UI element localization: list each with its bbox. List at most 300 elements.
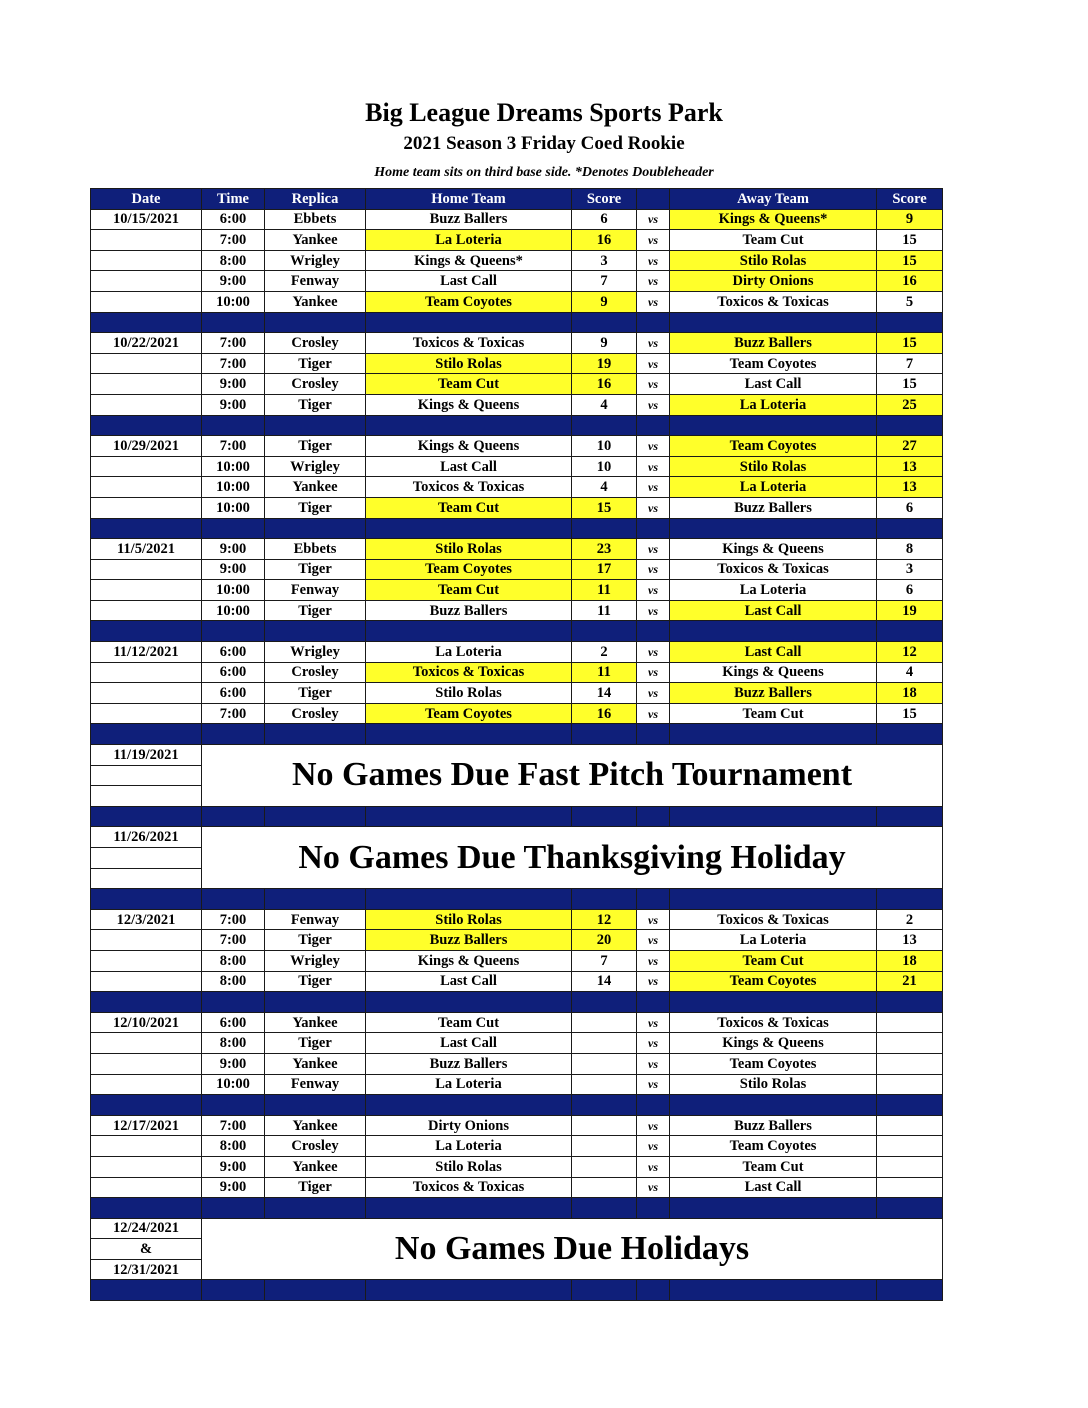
band-cell: [877, 1280, 943, 1301]
away-score: 13: [877, 477, 943, 498]
away-score: 6: [877, 580, 943, 601]
vs-label: vs: [637, 1012, 670, 1033]
game-replica: Yankee: [265, 230, 366, 251]
game-replica: Fenway: [265, 580, 366, 601]
game-time: 7:00: [202, 703, 265, 724]
band-cell: [670, 806, 877, 827]
band-cell: [91, 889, 202, 910]
band-cell: [91, 1095, 202, 1116]
game-replica: Crosley: [265, 374, 366, 395]
band-cell: [877, 1095, 943, 1116]
away-team: Kings & Queens: [670, 1033, 877, 1054]
band-cell: [572, 992, 637, 1013]
away-team: Last Call: [670, 1177, 877, 1198]
home-team: Toxicos & Toxicas: [366, 662, 572, 683]
away-team: Last Call: [670, 374, 877, 395]
notice-date: &: [91, 1239, 202, 1260]
band-cell: [91, 1198, 202, 1219]
game-date: [91, 456, 202, 477]
home-team: La Loteria: [366, 1136, 572, 1157]
home-team: La Loteria: [366, 642, 572, 663]
game-date: 10/15/2021: [91, 209, 202, 230]
band-cell: [637, 1095, 670, 1116]
home-team: Stilo Rolas: [366, 1156, 572, 1177]
home-team: Stilo Rolas: [366, 353, 572, 374]
game-time: 9:00: [202, 271, 265, 292]
vs-label: vs: [637, 291, 670, 312]
game-row: [91, 1136, 943, 1157]
col-header-replica: Replica: [265, 189, 366, 210]
game-row: [91, 1033, 943, 1054]
away-team: Stilo Rolas: [670, 1074, 877, 1095]
home-team: Last Call: [366, 456, 572, 477]
band-cell: [366, 518, 572, 539]
home-score: 23: [572, 539, 637, 560]
home-score: [572, 1115, 637, 1136]
away-score: [877, 1053, 943, 1074]
band-cell: [670, 1280, 877, 1301]
away-team: Buzz Ballers: [670, 1115, 877, 1136]
home-score: 9: [572, 333, 637, 354]
doubleheader-note: Home team sits on third base side. *Denotes Doubleheader: [374, 165, 714, 180]
away-score: [877, 1074, 943, 1095]
game-time: 9:00: [202, 394, 265, 415]
vs-label: vs: [637, 1177, 670, 1198]
notice-date: [91, 765, 202, 786]
game-time: 8:00: [202, 1033, 265, 1054]
band-cell: [265, 1095, 366, 1116]
away-team: Buzz Ballers: [670, 333, 877, 354]
game-row: [91, 1012, 943, 1033]
vs-label: vs: [637, 580, 670, 601]
away-score: 3: [877, 559, 943, 580]
game-time: 6:00: [202, 209, 265, 230]
vs-label: vs: [637, 271, 670, 292]
home-score: 10: [572, 456, 637, 477]
game-row: [91, 1177, 943, 1198]
band-cell: [877, 806, 943, 827]
band-cell: [637, 312, 670, 333]
game-replica: Tiger: [265, 497, 366, 518]
home-score: 16: [572, 703, 637, 724]
game-time: 9:00: [202, 1053, 265, 1074]
game-row: [91, 209, 943, 230]
home-team: La Loteria: [366, 1074, 572, 1095]
away-score: 18: [877, 683, 943, 704]
notice-row: [91, 827, 943, 848]
home-score: 17: [572, 559, 637, 580]
band-cell: [877, 724, 943, 745]
game-replica: Yankee: [265, 291, 366, 312]
game-date: [91, 1053, 202, 1074]
band-cell: [202, 1280, 265, 1301]
col-header-away-score: Score: [877, 189, 943, 210]
game-row: [91, 333, 943, 354]
band-cell: [91, 806, 202, 827]
band-cell: [366, 1198, 572, 1219]
band-cell: [572, 1095, 637, 1116]
band-cell: [572, 621, 637, 642]
band-cell: [877, 312, 943, 333]
schedule-table: [90, 188, 943, 1301]
band-cell: [572, 724, 637, 745]
game-replica: Fenway: [265, 271, 366, 292]
game-date: [91, 230, 202, 251]
game-replica: Wrigley: [265, 456, 366, 477]
home-score: 12: [572, 909, 637, 930]
band-cell: [265, 806, 366, 827]
home-team: Team Cut: [366, 374, 572, 395]
game-time: 6:00: [202, 662, 265, 683]
home-team: Stilo Rolas: [366, 909, 572, 930]
away-team: Team Cut: [670, 950, 877, 971]
away-team: Last Call: [670, 642, 877, 663]
home-score: [572, 1136, 637, 1157]
home-team: Team Cut: [366, 1012, 572, 1033]
home-score: 4: [572, 394, 637, 415]
game-date: [91, 394, 202, 415]
vs-label: vs: [637, 909, 670, 930]
home-team: Team Cut: [366, 580, 572, 601]
band-cell: [202, 724, 265, 745]
band-cell: [637, 806, 670, 827]
home-team: Kings & Queens: [366, 394, 572, 415]
vs-label: vs: [637, 497, 670, 518]
game-row: [91, 353, 943, 374]
game-replica: Yankee: [265, 477, 366, 498]
home-score: [572, 1012, 637, 1033]
band-cell: [572, 889, 637, 910]
band-cell: [670, 1198, 877, 1219]
away-team: Kings & Queens: [670, 539, 877, 560]
game-replica: Yankee: [265, 1115, 366, 1136]
home-score: 16: [572, 230, 637, 251]
game-row: [91, 1115, 943, 1136]
away-team: La Loteria: [670, 580, 877, 601]
band-cell: [572, 806, 637, 827]
away-score: 15: [877, 703, 943, 724]
band-cell: [202, 1198, 265, 1219]
game-time: 7:00: [202, 909, 265, 930]
game-replica: Tiger: [265, 930, 366, 951]
home-team: Team Coyotes: [366, 291, 572, 312]
game-row: [91, 374, 943, 395]
band-cell: [265, 724, 366, 745]
vs-label: vs: [637, 1033, 670, 1054]
band-cell: [202, 518, 265, 539]
game-replica: Tiger: [265, 600, 366, 621]
vs-label: vs: [637, 950, 670, 971]
game-row: [91, 250, 943, 271]
game-date: [91, 662, 202, 683]
game-row: [91, 539, 943, 560]
vs-label: vs: [637, 662, 670, 683]
game-replica: Yankee: [265, 1156, 366, 1177]
game-date: 11/12/2021: [91, 642, 202, 663]
game-time: 10:00: [202, 1074, 265, 1095]
game-time: 10:00: [202, 600, 265, 621]
away-team: Last Call: [670, 600, 877, 621]
band-cell: [670, 889, 877, 910]
vs-label: vs: [637, 971, 670, 992]
game-date: [91, 1074, 202, 1095]
game-replica: Crosley: [265, 333, 366, 354]
band-cell: [572, 312, 637, 333]
game-row: [91, 683, 943, 704]
home-score: 2: [572, 642, 637, 663]
game-replica: Tiger: [265, 436, 366, 457]
home-score: 3: [572, 250, 637, 271]
away-score: 6: [877, 497, 943, 518]
game-row: [91, 642, 943, 663]
game-replica: Crosley: [265, 662, 366, 683]
away-team: Team Coyotes: [670, 1136, 877, 1157]
band-cell: [637, 992, 670, 1013]
away-score: 18: [877, 950, 943, 971]
game-date: [91, 580, 202, 601]
band-cell: [265, 415, 366, 436]
game-row: [91, 703, 943, 724]
separator-band: [91, 889, 943, 910]
game-date: [91, 930, 202, 951]
page-title: Big League Dreams Sports Park: [365, 98, 723, 127]
home-score: 11: [572, 600, 637, 621]
notice-row: [91, 745, 943, 766]
away-score: 21: [877, 971, 943, 992]
game-time: 10:00: [202, 580, 265, 601]
game-date: [91, 1156, 202, 1177]
game-time: 8:00: [202, 1136, 265, 1157]
band-cell: [366, 312, 572, 333]
away-team: Dirty Onions: [670, 271, 877, 292]
vs-label: vs: [637, 1156, 670, 1177]
band-cell: [670, 518, 877, 539]
game-time: 9:00: [202, 559, 265, 580]
home-score: [572, 1074, 637, 1095]
band-cell: [637, 1280, 670, 1301]
game-row: [91, 1074, 943, 1095]
notice-date: [91, 868, 202, 889]
home-score: 10: [572, 436, 637, 457]
away-score: 7: [877, 353, 943, 374]
notice-row: [91, 1218, 943, 1239]
band-cell: [877, 889, 943, 910]
away-team: Stilo Rolas: [670, 456, 877, 477]
game-row: [91, 559, 943, 580]
away-score: 15: [877, 333, 943, 354]
notice-date: 11/26/2021: [91, 827, 202, 848]
vs-label: vs: [637, 703, 670, 724]
away-team: Team Cut: [670, 230, 877, 251]
away-score: 13: [877, 930, 943, 951]
separator-band: [91, 1095, 943, 1116]
game-row: [91, 394, 943, 415]
game-time: 8:00: [202, 971, 265, 992]
away-score: 13: [877, 456, 943, 477]
away-score: 15: [877, 250, 943, 271]
game-replica: Tiger: [265, 1177, 366, 1198]
away-team: La Loteria: [670, 477, 877, 498]
vs-label: vs: [637, 477, 670, 498]
game-replica: Crosley: [265, 703, 366, 724]
game-row: [91, 436, 943, 457]
game-row: [91, 662, 943, 683]
away-team: Team Coyotes: [670, 353, 877, 374]
home-team: Toxicos & Toxicas: [366, 333, 572, 354]
game-date: 10/29/2021: [91, 436, 202, 457]
band-cell: [366, 889, 572, 910]
notice-date: [91, 848, 202, 869]
away-team: Team Coyotes: [670, 971, 877, 992]
home-team: Toxicos & Toxicas: [366, 1177, 572, 1198]
away-score: [877, 1012, 943, 1033]
game-time: 7:00: [202, 230, 265, 251]
home-score: [572, 1177, 637, 1198]
game-row: [91, 456, 943, 477]
vs-label: vs: [637, 559, 670, 580]
band-cell: [637, 1198, 670, 1219]
home-team: Kings & Queens: [366, 950, 572, 971]
game-row: [91, 580, 943, 601]
game-row: [91, 971, 943, 992]
game-row: [91, 909, 943, 930]
separator-band: [91, 1280, 943, 1301]
home-score: 20: [572, 930, 637, 951]
game-time: 8:00: [202, 250, 265, 271]
band-cell: [265, 621, 366, 642]
band-cell: [202, 621, 265, 642]
home-score: 16: [572, 374, 637, 395]
col-header-date: Date: [91, 189, 202, 210]
away-score: 9: [877, 209, 943, 230]
game-time: 7:00: [202, 353, 265, 374]
band-cell: [637, 415, 670, 436]
vs-label: vs: [637, 600, 670, 621]
band-cell: [572, 1280, 637, 1301]
game-replica: Tiger: [265, 683, 366, 704]
vs-label: vs: [637, 250, 670, 271]
game-time: 8:00: [202, 950, 265, 971]
vs-label: vs: [637, 374, 670, 395]
separator-band: [91, 312, 943, 333]
away-score: 15: [877, 374, 943, 395]
home-score: [572, 1053, 637, 1074]
band-cell: [637, 518, 670, 539]
vs-label: vs: [637, 353, 670, 374]
home-team: Dirty Onions: [366, 1115, 572, 1136]
band-cell: [91, 992, 202, 1013]
game-date: [91, 1177, 202, 1198]
home-team: Last Call: [366, 971, 572, 992]
game-date: [91, 950, 202, 971]
game-row: [91, 271, 943, 292]
away-score: 16: [877, 271, 943, 292]
home-team: Buzz Ballers: [366, 1053, 572, 1074]
game-replica: Ebbets: [265, 209, 366, 230]
away-score: 12: [877, 642, 943, 663]
band-cell: [265, 518, 366, 539]
home-team: Team Coyotes: [366, 703, 572, 724]
game-replica: Wrigley: [265, 950, 366, 971]
band-cell: [877, 415, 943, 436]
game-replica: Fenway: [265, 909, 366, 930]
band-cell: [366, 1095, 572, 1116]
game-time: 10:00: [202, 291, 265, 312]
band-cell: [265, 312, 366, 333]
band-cell: [877, 518, 943, 539]
away-team: Stilo Rolas: [670, 250, 877, 271]
away-score: [877, 1177, 943, 1198]
no-games-message: No Games Due Fast Pitch Tournament: [202, 745, 943, 807]
away-team: Toxicos & Toxicas: [670, 1012, 877, 1033]
separator-band: [91, 992, 943, 1013]
band-cell: [572, 415, 637, 436]
home-score: 11: [572, 662, 637, 683]
away-team: Toxicos & Toxicas: [670, 291, 877, 312]
notice-date: 11/19/2021: [91, 745, 202, 766]
vs-label: vs: [637, 1115, 670, 1136]
separator-band: [91, 518, 943, 539]
away-team: Team Cut: [670, 1156, 877, 1177]
game-replica: Ebbets: [265, 539, 366, 560]
game-time: 10:00: [202, 477, 265, 498]
vs-label: vs: [637, 539, 670, 560]
vs-label: vs: [637, 683, 670, 704]
vs-label: vs: [637, 436, 670, 457]
game-row: [91, 477, 943, 498]
game-replica: Tiger: [265, 394, 366, 415]
band-cell: [670, 1095, 877, 1116]
game-time: 9:00: [202, 1156, 265, 1177]
game-row: [91, 1156, 943, 1177]
home-score: 7: [572, 271, 637, 292]
game-replica: Wrigley: [265, 250, 366, 271]
home-score: 15: [572, 497, 637, 518]
game-date: 10/22/2021: [91, 333, 202, 354]
vs-label: vs: [637, 1136, 670, 1157]
band-cell: [202, 806, 265, 827]
home-team: Last Call: [366, 1033, 572, 1054]
col-header-home-score: Score: [572, 189, 637, 210]
band-cell: [637, 724, 670, 745]
col-header-time: Time: [202, 189, 265, 210]
game-time: 7:00: [202, 333, 265, 354]
game-replica: Tiger: [265, 1033, 366, 1054]
vs-label: vs: [637, 209, 670, 230]
band-cell: [366, 1280, 572, 1301]
separator-band: [91, 806, 943, 827]
away-team: Kings & Queens*: [670, 209, 877, 230]
band-cell: [202, 889, 265, 910]
band-cell: [202, 415, 265, 436]
home-score: 11: [572, 580, 637, 601]
home-team: Buzz Ballers: [366, 930, 572, 951]
band-cell: [670, 724, 877, 745]
game-time: 6:00: [202, 1012, 265, 1033]
notice-date: 12/31/2021: [91, 1259, 202, 1280]
game-date: [91, 291, 202, 312]
band-cell: [91, 518, 202, 539]
home-score: 9: [572, 291, 637, 312]
game-date: [91, 353, 202, 374]
vs-label: vs: [637, 930, 670, 951]
game-date: [91, 1136, 202, 1157]
game-date: [91, 1033, 202, 1054]
away-team: Buzz Ballers: [670, 497, 877, 518]
band-cell: [265, 1198, 366, 1219]
game-time: 10:00: [202, 497, 265, 518]
game-replica: Tiger: [265, 353, 366, 374]
